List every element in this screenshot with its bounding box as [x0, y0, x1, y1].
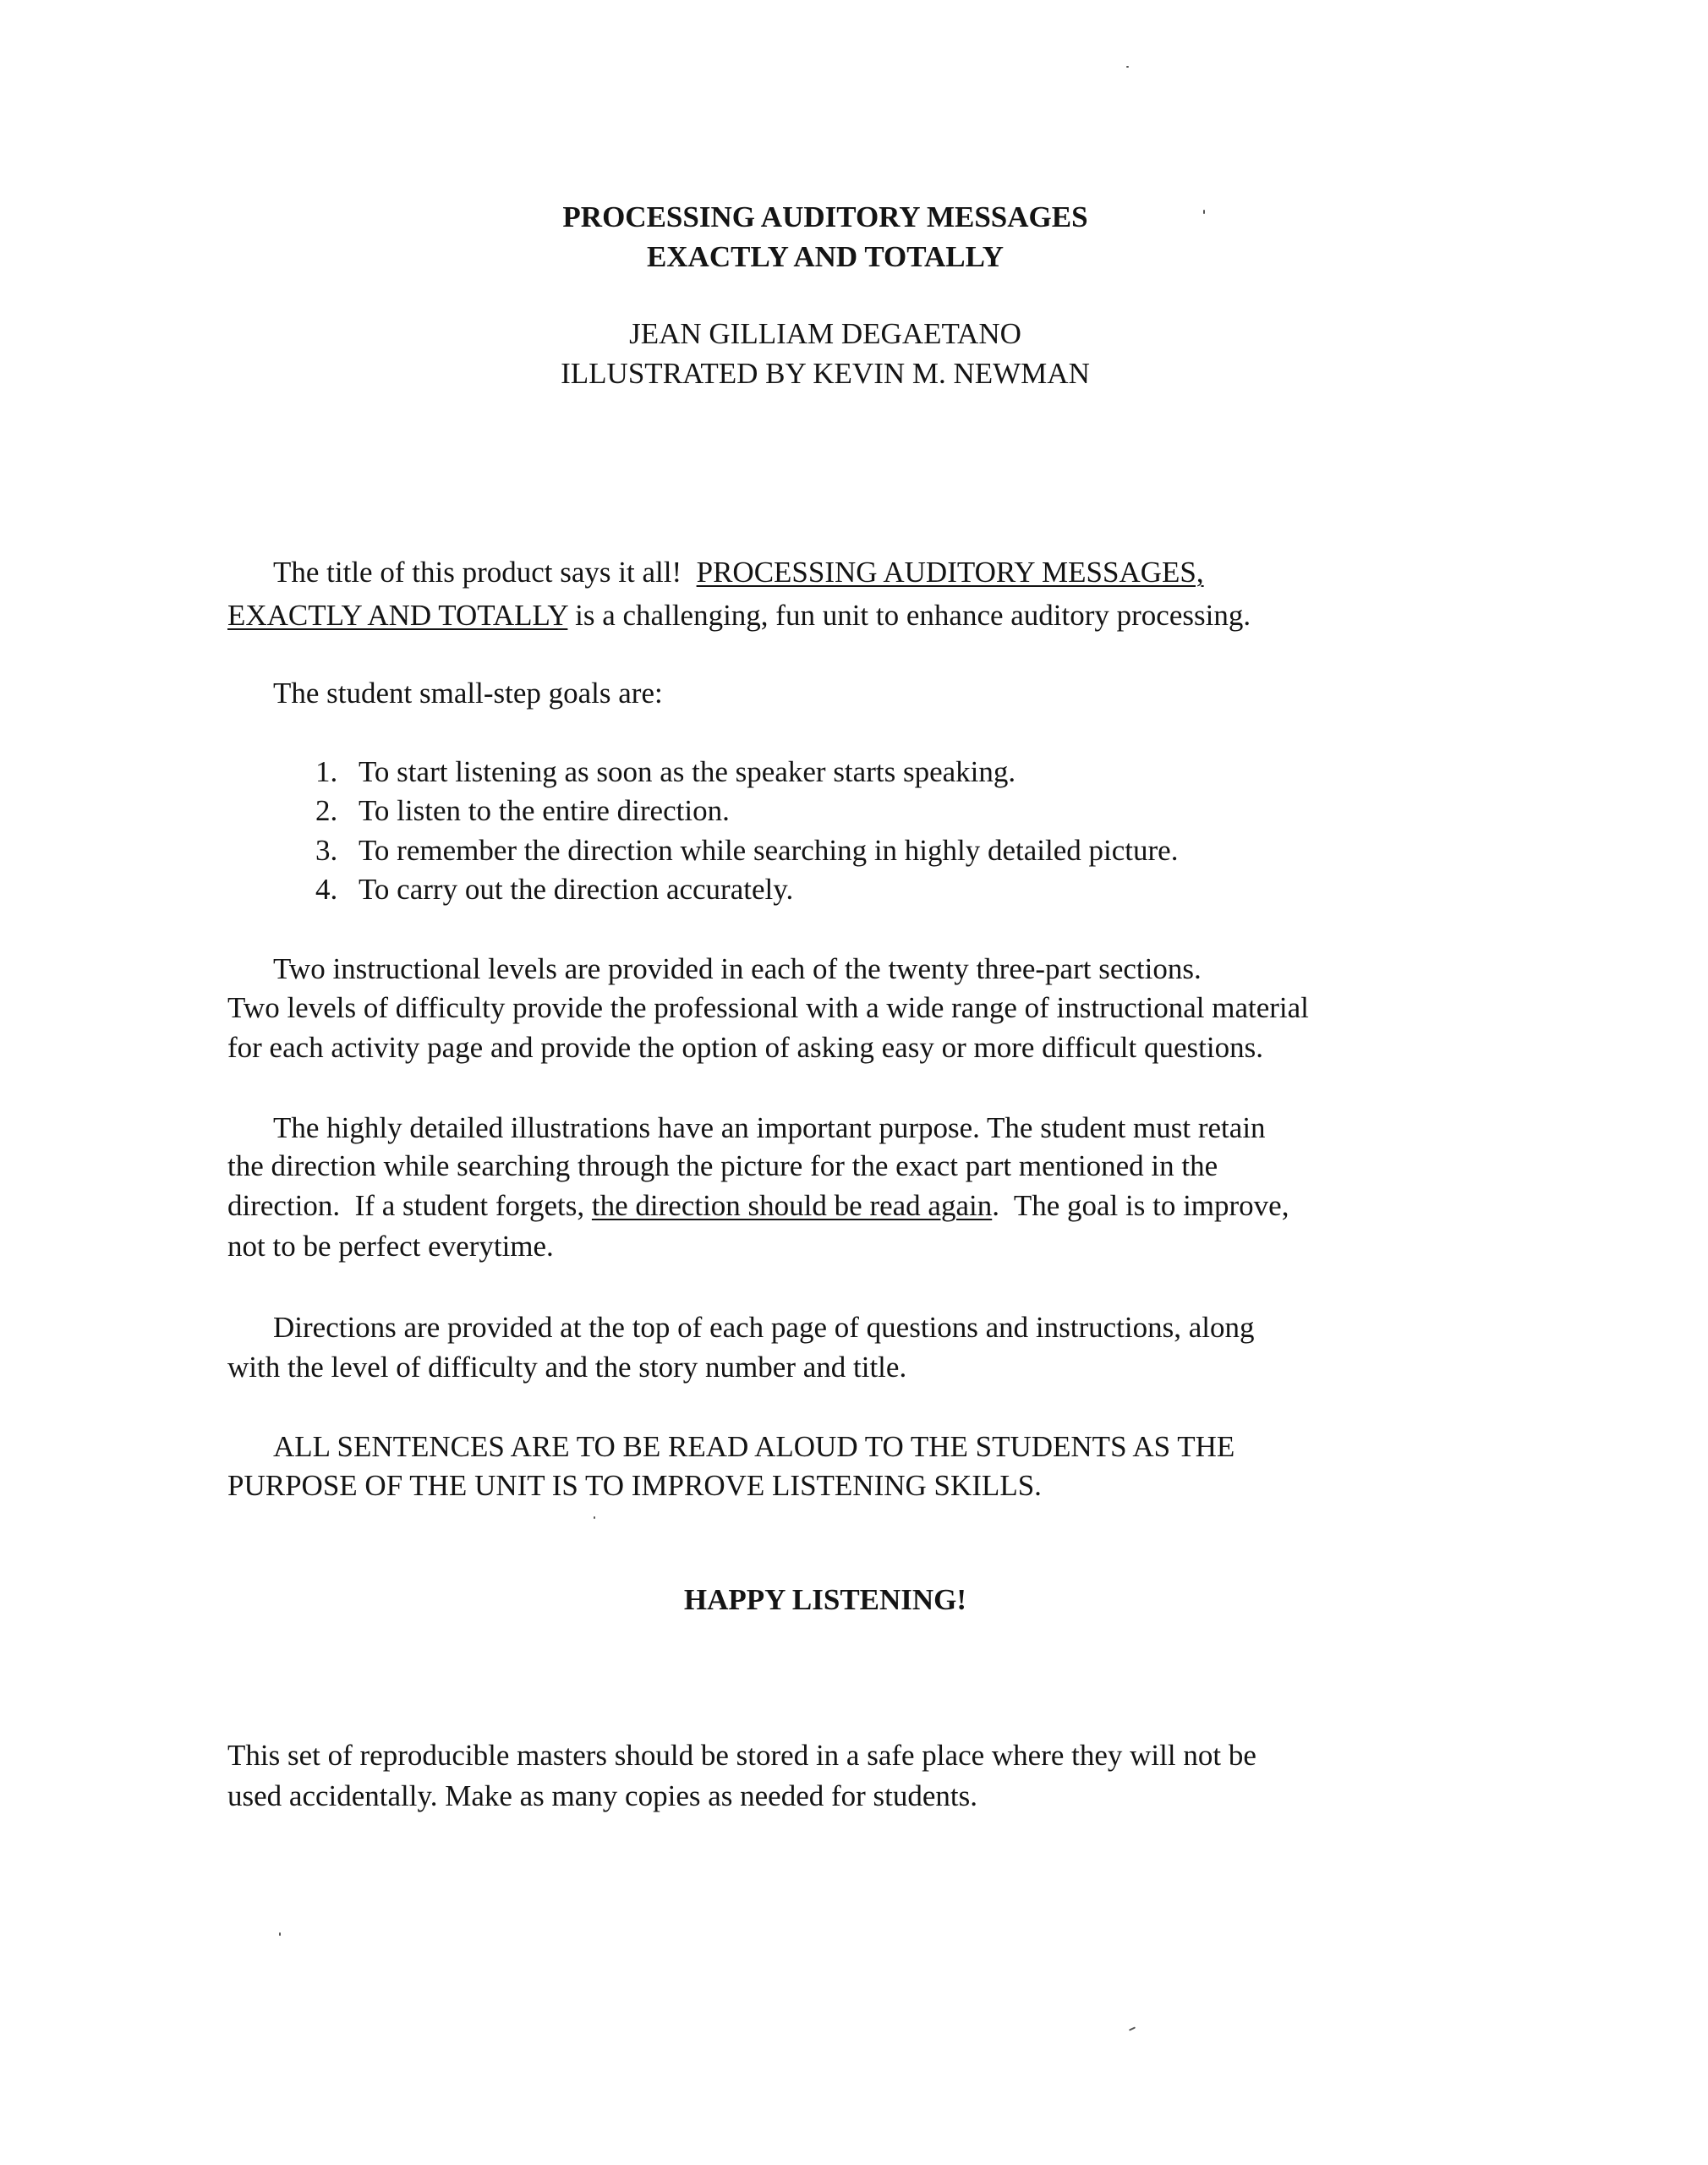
levels-line-3: for each activity page and provide the option of asking easy or more difficult questions. [227, 1031, 1263, 1064]
goal-number: 4. [315, 873, 338, 906]
intro-line-2 [227, 595, 1251, 635]
title-line-1: PROCESSING AUDITORY MESSAGES [562, 200, 1088, 233]
illustrations-text: direction. If a student forgets, [227, 1189, 592, 1222]
title-line-2: EXACTLY AND TOTALLY [646, 240, 1005, 273]
notice-line-1: This set of reproducible masters should be stored in a safe place where they will not be [227, 1739, 1256, 1772]
scan-speck [1126, 66, 1129, 68]
notice-line-2: used accidentally. Make as many copies as needed for students. [227, 1779, 978, 1812]
read-again-emphasis: the direction should be read again [591, 1189, 993, 1222]
levels-line-2: Two levels of difficulty provide the professional with a wide range of instructional material [227, 991, 1309, 1024]
levels-line-1: Two instructional levels are provided in each of the twenty three-part sections. [273, 952, 1202, 985]
scan-speck [1129, 2026, 1136, 2031]
goal-text: To listen to the entire direction. [359, 794, 730, 827]
directions-line-2: with the level of difficulty and the story number and title. [227, 1351, 907, 1384]
goals-heading: The student small-step goals are: [273, 677, 663, 710]
author: JEAN GILLIAM DEGAETANO [629, 317, 1021, 350]
intro-line-1 [273, 552, 1204, 592]
illustrations-line-4: not to be perfect everytime. [227, 1230, 554, 1263]
illustrations-line-1: The highly detailed illustrations have an important purpose. The student must retain [273, 1111, 1266, 1144]
scan-speck [279, 1932, 281, 1936]
intro-product-title-cont: EXACTLY AND TOTALLY [227, 599, 568, 632]
goal-number: 3. [315, 834, 338, 867]
illustrations-line-2: the direction while searching through the picture for the exact part mentioned in the [227, 1149, 1218, 1182]
goal-text: To remember the direction while searching in highly detailed picture. [359, 834, 1179, 867]
goal-number: 2. [315, 794, 338, 827]
goal-number: 1. [315, 755, 338, 788]
illustrations-text-cont: . The goal is to improve, [992, 1189, 1289, 1222]
goal-text: To carry out the direction accurately. [359, 873, 794, 906]
scan-speck [1203, 210, 1205, 214]
intro-text: The title of this product says it all! [273, 556, 697, 589]
scan-speck [594, 1516, 595, 1519]
read-aloud-line-1: ALL SENTENCES ARE TO BE READ ALOUD TO THE STUDENTS AS THE [273, 1430, 1235, 1463]
read-aloud-line-2: PURPOSE OF THE UNIT IS TO IMPROVE LISTENING SKILLS. [227, 1469, 1042, 1502]
goal-text: To start listening as soon as the speaker starts speaking. [359, 755, 1016, 788]
illustrations-line-3 [227, 1186, 1289, 1225]
intro-product-title: PROCESSING AUDITORY MESSAGES, [696, 556, 1204, 589]
intro-text-cont: is a challenging, fun unit to enhance auditory processing. [567, 599, 1251, 632]
closing-heading: HAPPY LISTENING! [683, 1583, 967, 1616]
illustrator: ILLUSTRATED BY KEVIN M. NEWMAN [561, 357, 1090, 390]
directions-line-1: Directions are provided at the top of each page of questions and instructions, along [273, 1311, 1255, 1344]
